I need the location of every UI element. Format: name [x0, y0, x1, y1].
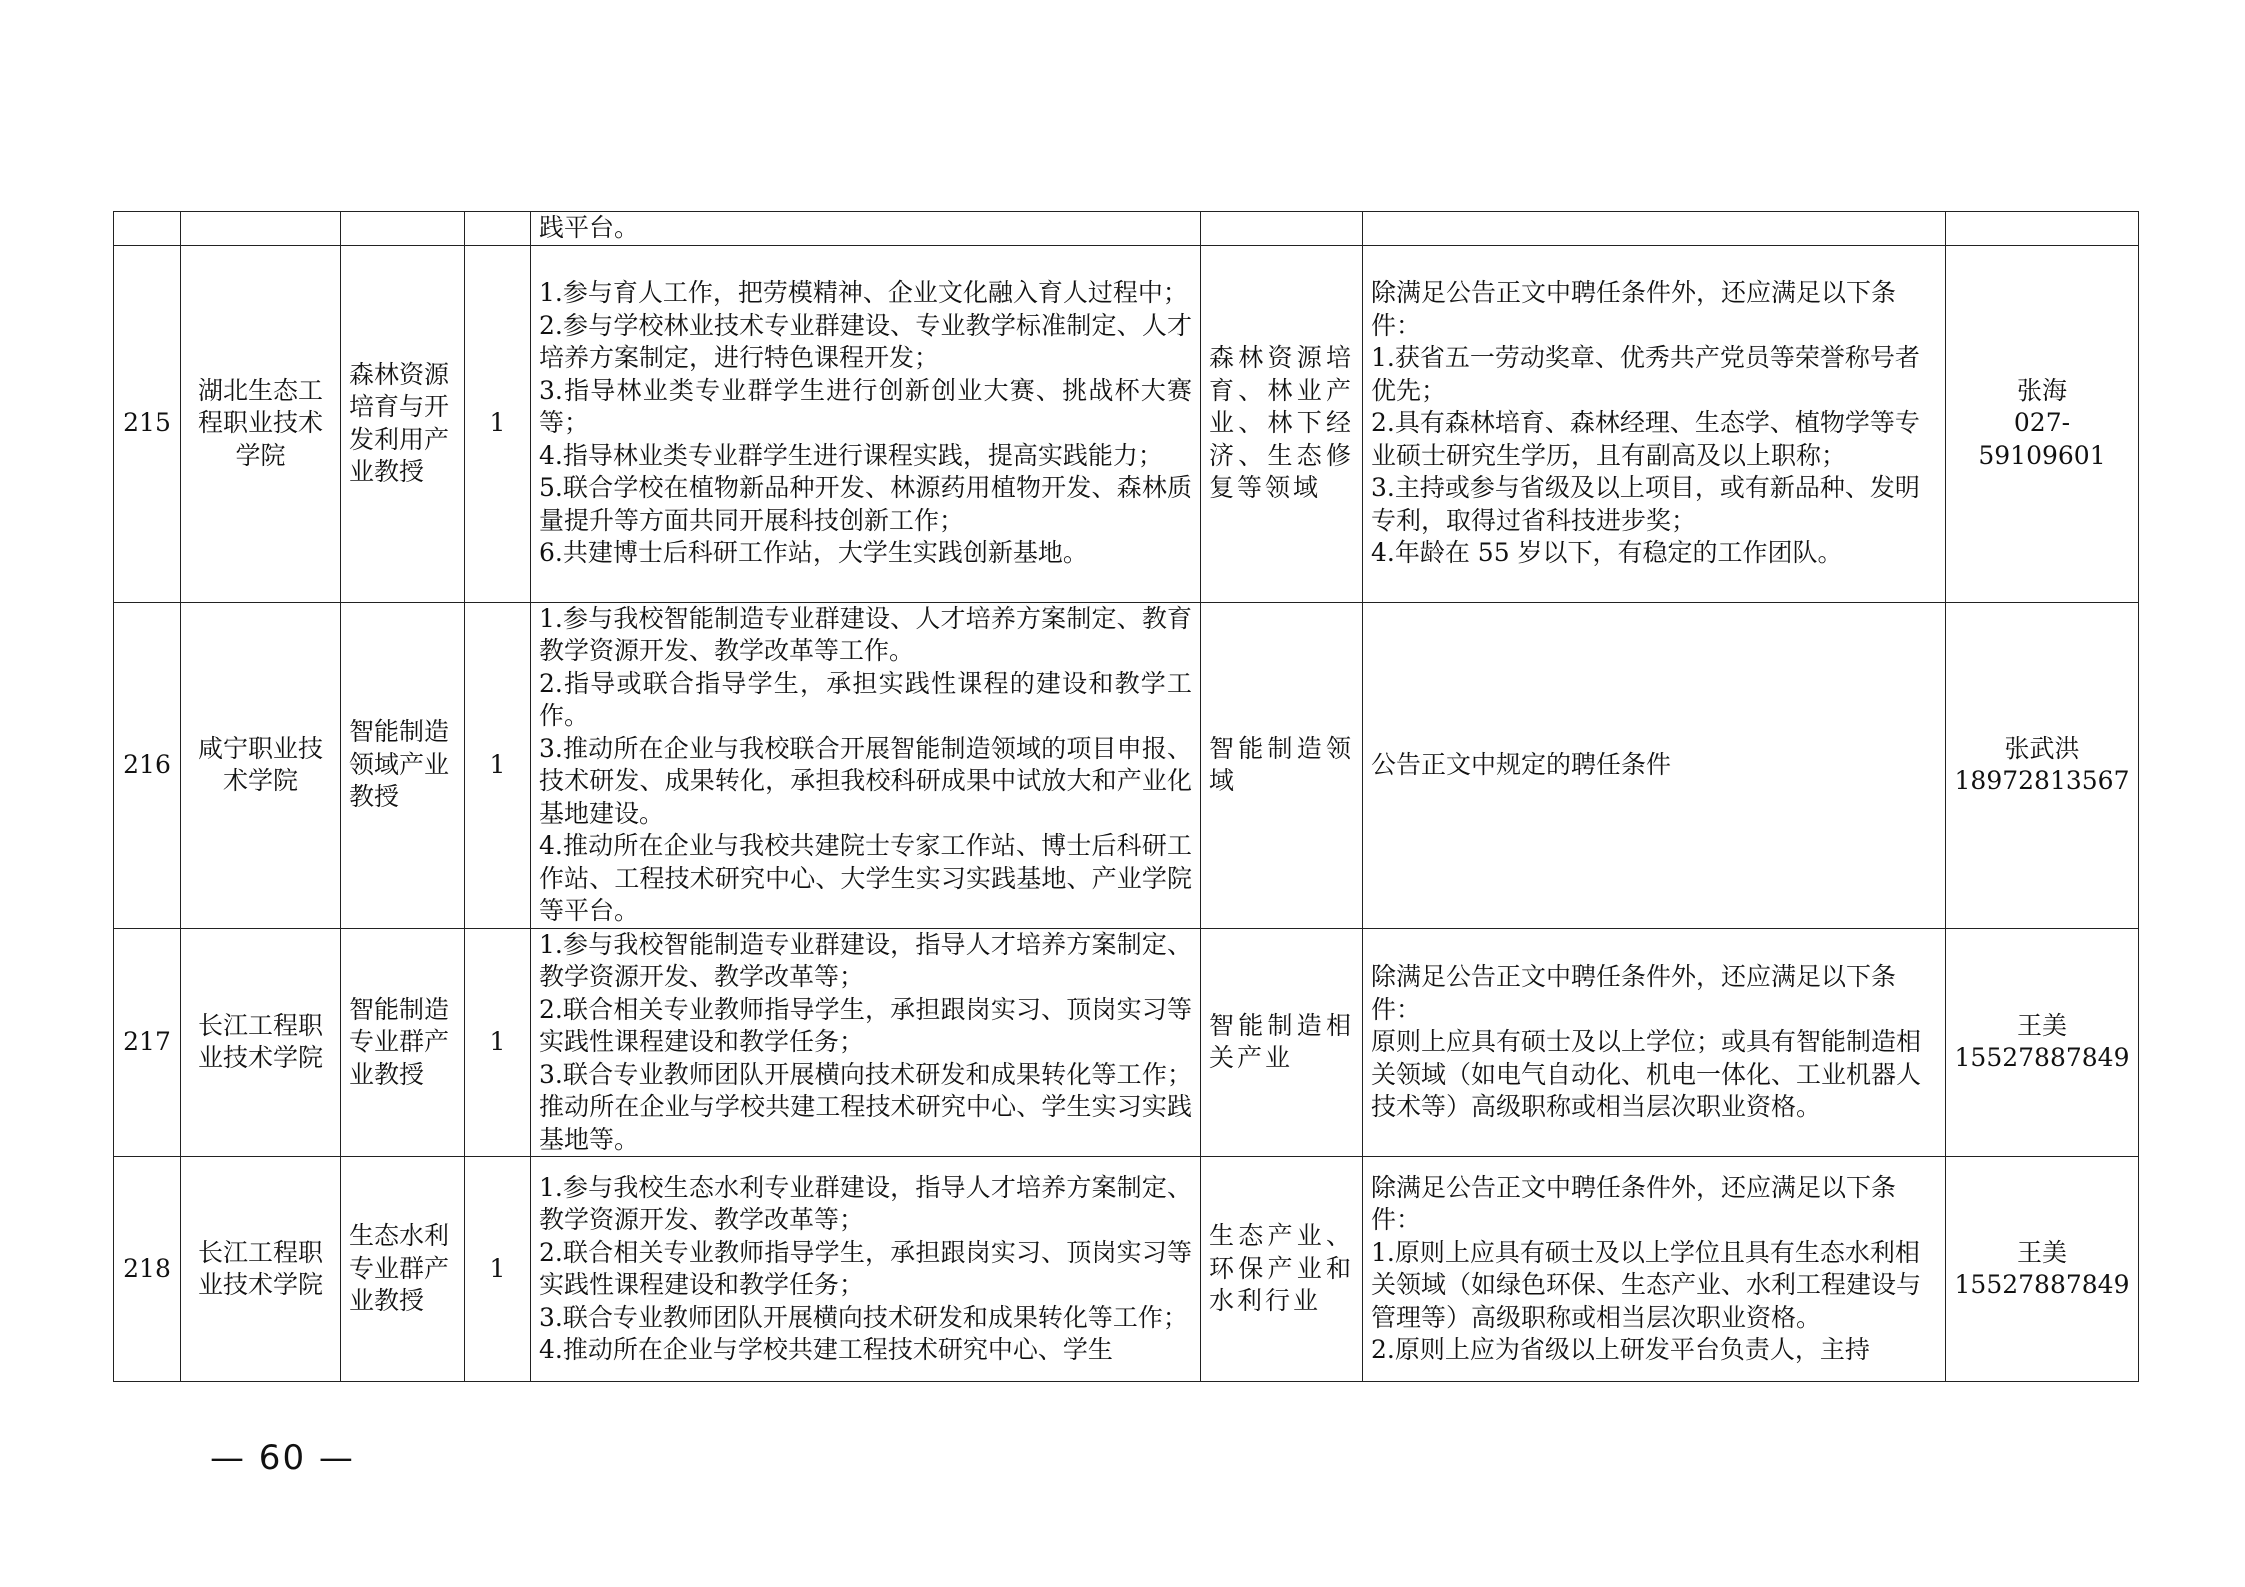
- row-number: 215: [123, 408, 171, 438]
- duties-cell: [531, 245, 1201, 602]
- number-cell: [114, 602, 181, 928]
- contact-cell: [1946, 602, 2139, 928]
- position-cell: [341, 928, 465, 1157]
- requirement-item: 除满足公告正文中聘任条件外，还应满足以下条件：: [1371, 278, 1897, 340]
- duty-item: 1.参与育人工作，把劳模精神、企业文化融入育人过程中；: [539, 278, 1188, 308]
- recruitment-table: [113, 211, 2139, 1382]
- count-cell: [465, 1157, 531, 1382]
- industry-field: 智能制造领域: [1209, 733, 1354, 795]
- field-cell: [1201, 245, 1363, 602]
- school-name: 长江工程职业技术学院: [197, 1010, 323, 1073]
- requirement-item: 1.原则上应具有硕士及以上学位且具有生态水利相关领域（如绿色环保、生态产业、水利工程建设与管理等）高级职称或相当层次职业资格。: [1371, 1237, 1922, 1332]
- count-cell: [465, 602, 531, 928]
- row-number: 216: [123, 749, 171, 779]
- table-row: [114, 928, 2139, 1157]
- requirements-cell: [1363, 245, 1946, 602]
- requirements-cell: [1363, 928, 1946, 1157]
- requirement-item: 2.具有森林培育、森林经理、生态学、植物学等专业硕士研究生学历，且有副高及以上职称；: [1371, 408, 1920, 470]
- school-cell: [181, 1157, 341, 1382]
- position-cell: [341, 1157, 465, 1382]
- duty-item: 1.参与我校智能制造专业群建设、人才培养方案制定、教育教学资源开发、教学改革等工作。: [539, 603, 1192, 665]
- school-cell: [181, 212, 341, 246]
- table-row: [114, 1157, 2139, 1382]
- contact-phone: 15527887849: [1954, 1270, 2130, 1299]
- duty-item: 6.共建博士后科研工作站，大学生实践创新基地。: [539, 538, 1088, 568]
- duties-cell: [531, 602, 1201, 928]
- duties-cell: [531, 928, 1201, 1157]
- contact-cell: [1946, 928, 2139, 1157]
- requirement-item: 3.主持或参与省级及以上项目，或有新品种、发明专利，取得过省科技进步奖；: [1371, 473, 1920, 535]
- page-number: — 60 —: [210, 1438, 355, 1478]
- school-name: 湖北生态工程职业技术学院: [197, 375, 323, 470]
- number-cell: [114, 928, 181, 1157]
- duty-item: 2.联合相关专业教师指导学生，承担跟岗实习、顶岗实习等实践性课程建设和教学任务；: [539, 1237, 1192, 1299]
- position-title: 森林资源培育与开发利用产业教授: [349, 359, 450, 486]
- duty-item: 3.联合专业教师团队开展横向技术研发和成果转化等工作；推动所在企业与学校共建工程技术研究中心、学生实习实践基地等。: [539, 1059, 1192, 1154]
- table-row: [114, 602, 2139, 928]
- position-title: 生态水利专业群产业教授: [349, 1221, 450, 1316]
- position-cell: [341, 602, 465, 928]
- requirement-item: 除满足公告正文中聘任条件外，还应满足以下条件：: [1371, 962, 1897, 1024]
- duty-item: 5.联合学校在植物新品种开发、林源药用植物开发、森林质量提升等方面共同开展科技创新工作；: [539, 473, 1192, 535]
- contact-cell: [1946, 212, 2139, 246]
- number-cell: [114, 245, 181, 602]
- requirement-item: 除满足公告正文中聘任条件外，还应满足以下条件：: [1371, 1172, 1897, 1234]
- contact-phone: 15527887849: [1954, 1043, 2130, 1073]
- duty-item: 4.指导林业类专业群学生进行课程实践，提高实践能力；: [539, 440, 1163, 470]
- position-title: 智能制造领域产业教授: [349, 717, 450, 812]
- row-number: 218: [123, 1253, 171, 1283]
- table-row: [114, 245, 2139, 602]
- school-cell: [181, 245, 341, 602]
- requirements-cell: [1363, 212, 1946, 246]
- requirements-cell: [1363, 602, 1946, 928]
- requirement-item: 4.年龄在 55 岁以下，有稳定的工作团队。: [1371, 538, 1843, 568]
- field-cell: [1201, 928, 1363, 1157]
- contact-phone: 18972813567: [1954, 766, 2130, 795]
- school-name: 咸宁职业技术学院: [197, 733, 323, 795]
- count-cell: [465, 212, 531, 246]
- industry-field: 生态产业、环保产业和水利行业: [1209, 1221, 1354, 1316]
- position-cell: [341, 245, 465, 602]
- contact-name: 王美: [2016, 1237, 2067, 1267]
- position-title: 智能制造专业群产业教授: [349, 994, 450, 1089]
- position-cell: [341, 212, 465, 246]
- requirement-item: 原则上应具有硕士及以上学位；或具有智能制造相关领域（如电气自动化、机电一体化、工业机器人技术等）高级职称或相当层次职业资格。: [1371, 1027, 1922, 1121]
- contact-cell: [1946, 1157, 2139, 1382]
- count-cell: [465, 245, 531, 602]
- duty-item: 2.联合相关专业教师指导学生，承担跟岗实习、顶岗实习等实践性课程建设和教学任务；: [539, 994, 1192, 1056]
- position-count: 1: [489, 1027, 506, 1056]
- number-cell: [114, 1157, 181, 1382]
- position-count: 1: [489, 408, 506, 438]
- requirements-cell: [1363, 1157, 1946, 1382]
- industry-field: 智能制造相关产业: [1209, 1010, 1354, 1073]
- number-cell: [114, 212, 181, 246]
- contact-name: 张武洪: [2004, 733, 2080, 763]
- field-cell: [1201, 1157, 1363, 1382]
- duties-cell: [531, 1157, 1201, 1382]
- contact-cell: [1946, 245, 2139, 602]
- duty-item: 3.指导林业类专业群学生进行创新创业大赛、挑战杯大赛等；: [539, 375, 1192, 438]
- duty-item: 1.参与我校生态水利专业群建设，指导人才培养方案制定、教学资源开发、教学改革等；: [539, 1172, 1192, 1234]
- school-name: 长江工程职业技术学院: [197, 1237, 323, 1299]
- industry-field: 森林资源培育、林业产业、林下经济、生态修复等领域: [1209, 343, 1354, 503]
- duty-item: 2.指导或联合指导学生，承担实践性课程的建设和教学工作。: [539, 668, 1192, 730]
- duty-item: 3.推动所在企业与我校联合开展智能制造领域的项目申报、技术研发、成果转化，承担我校科研成果中试放大和产业化基地建设。: [539, 733, 1192, 828]
- field-cell: [1201, 212, 1363, 246]
- duty-item: 2.参与学校林业技术专业群建设、专业教学标准制定、人才培养方案制定，进行特色课程开发；: [539, 310, 1192, 373]
- duties-tail: 践平台。: [539, 213, 640, 242]
- requirement-item: 2.原则上应为省级以上研发平台负责人，主持: [1371, 1335, 1870, 1364]
- contact-phone: 027-59109601: [1978, 408, 2106, 470]
- duty-item: 4.推动所在企业与学校共建工程技术研究中心、学生: [539, 1335, 1113, 1364]
- row-number: 217: [123, 1027, 171, 1056]
- requirement-item: 1.获省五一劳动奖章、优秀共产党员等荣誉称号者优先；: [1371, 343, 1920, 405]
- continuation-row: [114, 212, 2139, 246]
- duty-item: 1.参与我校智能制造专业群建设，指导人才培养方案制定、教学资源开发、教学改革等；: [539, 929, 1192, 991]
- requirement-item: 公告正文中规定的聘任条件: [1371, 749, 1672, 779]
- position-count: 1: [489, 749, 506, 779]
- contact-name: 张海: [2016, 375, 2067, 405]
- position-count: 1: [489, 1253, 506, 1283]
- school-cell: [181, 928, 341, 1157]
- duty-item: 4.推动所在企业与我校共建院士专家工作站、博士后科研工作站、工程技术研究中心、大学生实习实践基地、产业学院等平台。: [539, 831, 1192, 925]
- contact-name: 王美: [2016, 1010, 2067, 1040]
- duty-item: 3.联合专业教师团队开展横向技术研发和成果转化等工作；: [539, 1302, 1188, 1332]
- field-cell: [1201, 602, 1363, 928]
- school-cell: [181, 602, 341, 928]
- duties-cell: [531, 212, 1201, 246]
- count-cell: [465, 928, 531, 1157]
